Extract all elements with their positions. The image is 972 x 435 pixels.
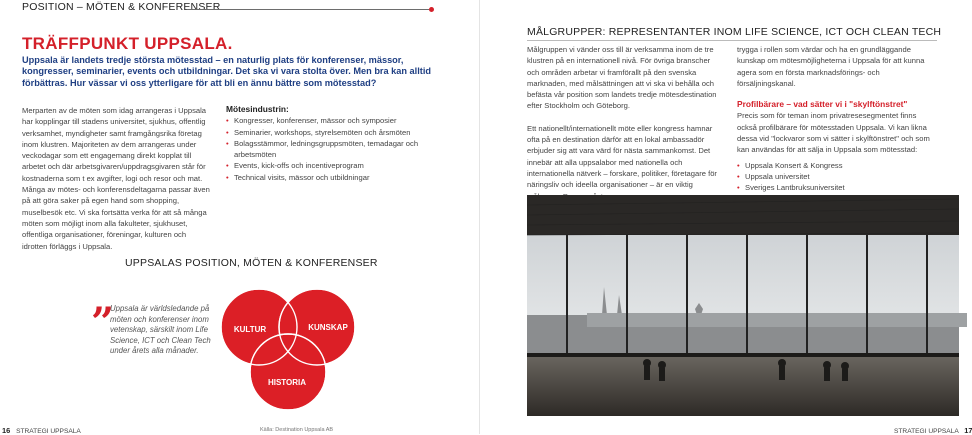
target-paragraph-3: trygga i rollen som värdar och ha en grundläggande kunskap om mötesmöjligheterna i Uppsala för att kunna agera som en första marknadsförings- och försäljningskanal. xyxy=(737,45,925,88)
right-section-header: MÅLGRUPPER: REPRESENTANTER INOM LIFE SCIENCE, ICT OCH CLEAN TECH xyxy=(527,26,942,38)
meeting-industry-list xyxy=(226,115,431,183)
position-section-header: UPPSALAS POSITION, MÖTEN & KONFERENSER xyxy=(125,257,378,269)
right-header-rule xyxy=(527,40,937,41)
lead-paragraph: Uppsala är landets tredje största mötesstad – en naturlig plats för konferenser, mässor, kongresser, seminarier, events och utbildningar. Det ska vi vara stolta över. Men bra kan alltid förbättras. Hur vässar vi oss ytterligare för att bli en ännu bättre som mötesstad? xyxy=(22,55,431,88)
left-section-header: POSITION – MÖTEN & KONFERENSER xyxy=(22,1,221,13)
venue-photo xyxy=(527,195,959,416)
list-item: • Bolagsstämmor, ledningsgruppsmöten, temadagar och arbetsmöten xyxy=(226,138,431,161)
right-page-number: 17 xyxy=(964,426,972,435)
meeting-industry-box xyxy=(226,104,431,183)
profile-heading: Profilbärare – vad sätter vi i "skylftönstret" xyxy=(737,99,908,110)
target-group-column-1 xyxy=(527,44,720,202)
venn-label-kunskap: KUNSKAP xyxy=(308,323,348,332)
left-header-dot xyxy=(429,7,434,12)
target-paragraph-1: Målgruppen vi vänder oss till är verksamma inom de tre klustren på en internationell nivå. För övriga branscher och områden arbetar vi framförallt på den svenska marknaden, med målsättningen att vi ska vi behålla och befästa vår position som landets tredje mötesdestination efter Stockholm och Göteborg. xyxy=(527,45,717,111)
list-item: • Uppsala universitet xyxy=(737,171,937,182)
left-footer xyxy=(2,426,81,435)
pull-quote: Uppsala är världsledande på möten och konferenser inom vetenskap, särskilt inom Life Science, ICT och Clean Tech under årets alla månader. xyxy=(110,304,211,355)
venn-label-historia: HISTORIA xyxy=(267,378,307,387)
right-footer xyxy=(894,426,972,435)
profile-paragraph: Precis som för teman inom privatresesegmentet finns också profilbärare för mötesstaden Uppsala. Vi kan likna dessa vid "lockvaror som vi sätter i skylftönstret" och som kan användas för att sälja in Uppsala som mötesstad: xyxy=(737,111,930,155)
right-footer-label: STRATEGI UPPSALA xyxy=(894,428,959,435)
venn-diagram xyxy=(218,286,358,414)
source-note: Källa: Destination Uppsala AB xyxy=(260,427,334,433)
list-item: • Technical visits, mässor och utbildningar xyxy=(226,172,431,183)
venn-label-kultur: KULTUR xyxy=(233,325,267,334)
list-item: • Seminarier, workshops, styrelsemöten och årsmöten xyxy=(226,127,431,138)
target-paragraph-2: Ett nationellt/internationellt möte eller kongress hamnar ofta på en destination därför att en lokal ambassadör erbjuder sig att vara värd för nästa sammankomst. Det innebär att alla uppsalabor med nationella och internationella nätverk – forskare, politiker, företagare för näringsliv och ideella organisationer – är en viktig xyxy=(527,123,717,190)
target-group-column-2 xyxy=(737,44,937,205)
quote-mark-icon: ” xyxy=(91,299,115,346)
left-footer-label: STRATEGI UPPSALA xyxy=(16,428,81,435)
meeting-industry-heading: Mötesindustrin: xyxy=(226,104,289,114)
page-spread-gutter xyxy=(479,0,480,434)
list-item: • Kongresser, konferenser, mässor och symposier xyxy=(226,115,431,126)
list-item: • Sveriges Lantbruksuniversitet xyxy=(737,182,937,193)
page-title: TRÄFFPUNKT UPPSALA. xyxy=(22,34,233,53)
list-item: • Events, kick-offs och incentiveprogram xyxy=(226,160,431,171)
left-page-number: 16 xyxy=(2,426,11,435)
left-header-rule xyxy=(187,9,429,10)
body-paragraph: Merparten av de möten som idag arrangeras i Uppsala har kopplingar till stadens universitet, sjukhus, offentlig verksamhet, myndigheter samt framgångsrika företag inom klustren. Majoriteten av dem arrangeras under veckodagar som ett engagemang direkt kopplat till arbetet och där arbetsgivaren/uppdragsgivaren står för kostnaderna som t ex avgifter, logi och resor och mat. Många av mötes- och konferensdeltagarna passar även på att göra saker på egen hand som shopping, muselbesök etc. Vi ska fortsätta verka för att så många möten som möjligt inom alla fakulteter, sjukhuset, offentliga organisationer, föreningar, kulturen och idrotten förläggs i Uppsala. xyxy=(22,106,210,251)
list-item: • Uppsala Konsert & Kongress xyxy=(737,160,937,171)
